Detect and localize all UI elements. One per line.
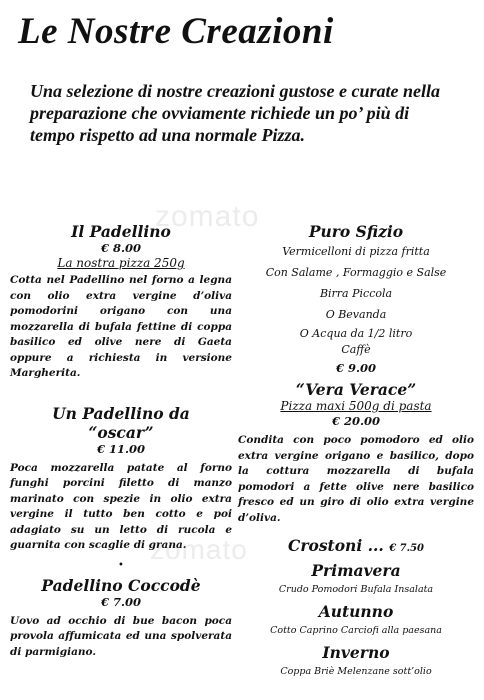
watermark: zomato (150, 534, 248, 565)
item-price: € 20.00 (331, 414, 381, 428)
item-description: Uovo ad occhio di bue bacon poca provola affumicata ed una spolverata di parmigiano. (10, 614, 232, 658)
item-subtitle: Pizza maxi 500g di pasta (280, 399, 432, 413)
item-price: € 7.50 (389, 543, 424, 554)
menu-item-crostoni (238, 536, 474, 679)
item-description: Poca mozzarella patate al forno funghi porcini filetto di manzo marinato con spezie in olio extra vergine il tutto ben cotto e poi adagiato su un letto di rucola e guarnita con scaglie di grana. (10, 461, 232, 551)
item-name: Padellino Coccodè (41, 575, 201, 595)
item-line: Birra Piccola (319, 287, 393, 300)
menu-item-padellino-coccode (10, 576, 232, 661)
item-line: Caffè (341, 343, 371, 356)
item-line: Con Salame , Formaggio e Salse (265, 266, 447, 279)
item-price: € 8.00 (100, 241, 141, 255)
crostoni-name: Crostoni ... (287, 536, 384, 555)
item-line: Vermicelloni di pizza fritta (282, 245, 430, 258)
watermark: zomato (155, 200, 260, 233)
item-price: € 7.00 (100, 594, 141, 609)
item-description: Condita con poco pomodoro ed olio extra vergine origano e basilico, dopo la cottura mozzarella di bufala pomodori a fette olive nere basilico fresco ed un giro di olio extra vergine d’oliva. (238, 434, 474, 524)
left-column (10, 222, 232, 660)
crostoni-variant-name: Autunno (318, 602, 394, 621)
item-subtitle: La nostra pizza 250g (57, 256, 185, 270)
crostoni-variant-ingredients: Cotto Caprino Carciofi alla paesana (270, 625, 442, 636)
divider-dot: • (118, 559, 124, 571)
item-name (238, 536, 474, 558)
crostoni-variant-ingredients: Crudo Pomodori Bufala Insalata (278, 584, 434, 595)
item-line: O Acqua da 1/2 litro (299, 327, 413, 340)
item-name: Puro Sfizio (308, 222, 404, 241)
item-name: “Vera Verace” (295, 380, 417, 399)
item-name-line2: “oscar” (88, 422, 154, 442)
menu-item-puro-sfizio (238, 222, 474, 376)
item-description: Cotta nel Padellino nel forno a legna con olio extra vergine d’oliva pomodorini origano con una mozzarella di bufala fettine di coppa basilico ed olive nere di Gaeta oppure a richiesta in versione Margherita. (10, 274, 232, 379)
item-line: O Bevanda (325, 308, 387, 321)
crostoni-variant-name: Inverno (322, 643, 390, 662)
menu-item-vera-verace (238, 380, 474, 526)
page-title: Le Nostre Creazioni (18, 11, 334, 52)
intro-text: Una selezione di nostre creazioni gustose e curate nella preparazione che ovviamente richiede un po’ più di tempo rispetto ad una normale Pizza. (30, 81, 441, 145)
crostoni-variant-ingredients: Coppa Briè Melenzane sott’olio (280, 666, 432, 677)
item-name: Un Padellino da (52, 403, 190, 423)
right-column (238, 222, 474, 679)
menu-item-padellino (10, 222, 232, 382)
menu-item-padellino-oscar (10, 404, 232, 554)
crostoni-variant-name: Primavera (311, 561, 401, 580)
item-price: € 11.00 (96, 441, 146, 456)
item-name: Il Padellino (71, 222, 171, 241)
item-price: € 9.00 (335, 361, 376, 375)
